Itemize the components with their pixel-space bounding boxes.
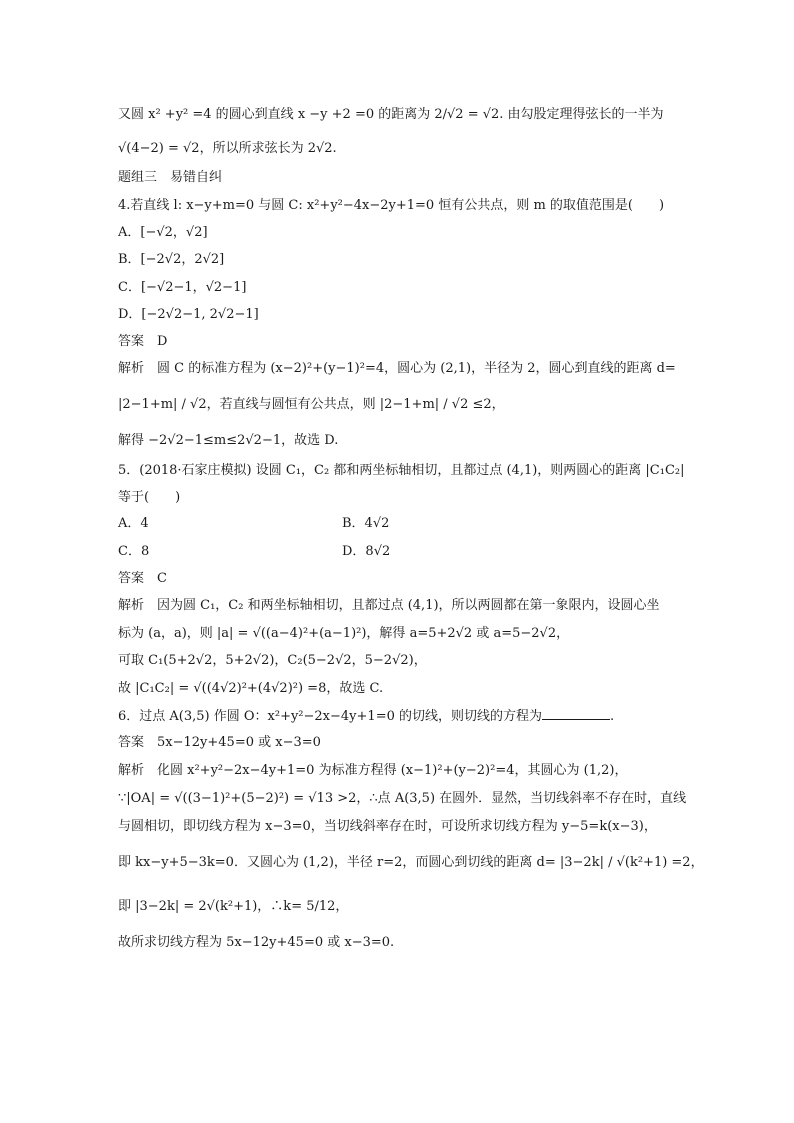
analysis-line: 解析 化圆 x²+y²−2x−4y+1=0 为标准方程得 (x−1)²+(y−2)²=4，其圆心为 (1,2)， <box>118 763 628 778</box>
text-line: √(4−2) = √2，所以所求弦长为 2√2. <box>118 141 337 156</box>
question-6-text: 6．过点 A(3,5) 作圆 O：x²+y²−2x−4y+1=0 的切线，则切线的方程为 <box>118 709 542 724</box>
option-c: C．[−√2−1，√2−1] <box>118 280 247 295</box>
answer-label: 答案 D <box>118 334 168 349</box>
option-b: B．[−2√2，2√2] <box>118 252 225 267</box>
answer-blank <box>542 707 610 720</box>
analysis-line: |2−1+m| / √2，若直线与圆恒有公共点，则 |2−1+m| / √2 ≤2， <box>118 397 505 412</box>
question-5: 5．(2018·石家庄模拟) 设圆 C₁，C₂ 都和两坐标轴相切，且都过点 (4,1)，则两圆心的距离 |C₁C₂| <box>118 463 685 478</box>
analysis-line: 可取 C₁(5+2√2，5+2√2)，C₂(5−2√2，5−2√2)， <box>118 653 427 668</box>
analysis-line: 解析 圆 C 的标准方程为 (x−2)²+(y−1)²=4，圆心为 (2,1)，半径为 2，圆心到直线的距离 d= <box>118 361 676 376</box>
question-4: 4.若直线 l: x−y+m=0 与圆 C: x²+y²−4x−2y+1=0 恒有公共点，则 m 的取值范围是( ) <box>118 198 665 213</box>
question-6 <box>118 707 614 726</box>
option-a: A．4 <box>118 516 149 531</box>
answer-label: 答案 5x−12y+45=0 或 x−3=0 <box>118 735 321 750</box>
option-b: B．4√2 <box>342 516 390 531</box>
analysis-line: 解析 因为圆 C₁，C₂ 和两坐标轴相切，且都过点 (4,1)，所以两圆都在第一象限内，设圆心坐 <box>118 598 660 613</box>
analysis-line: 即 |3−2k| = 2√(k²+1)，∴k= 5/12， <box>118 899 349 914</box>
option-d: D．[−2√2−1, 2√2−1] <box>118 307 259 322</box>
analysis-line: 与圆相切，即切线方程为 x−3=0，当切线斜率存在时，可设所求切线方程为 y−5=k(x−3)， <box>118 819 657 834</box>
analysis-line: 解得 −2√2−1≤m≤2√2−1，故选 D. <box>118 433 339 448</box>
section-heading: 题组三 易错自纠 <box>118 170 223 185</box>
analysis-line: 即 kx−y+5−3k=0．又圆心为 (1,2)，半径 r=2，而圆心到切线的距离 d= |3−2k| / √(k²+1) =2， <box>118 855 704 870</box>
option-a: A．[−√2，√2] <box>118 225 208 240</box>
analysis-line: ∵|OA| = √((3−1)²+(5−2)²) = √13 >2，∴点 A(3,5) 在圆外．显然，当切线斜率不存在时，直线 <box>118 791 687 806</box>
question-5-cont: 等于( ) <box>118 490 181 505</box>
option-d: D．8√2 <box>342 544 391 559</box>
answer-label: 答案 C <box>118 571 167 586</box>
analysis-line: 标为 (a，a)，则 |a| = √((a−4)²+(a−1)²)，解得 a=5+2√2 或 a=5−2√2， <box>118 626 570 641</box>
analysis-line: 故所求切线方程为 5x−12y+45=0 或 x−3=0. <box>118 935 395 950</box>
question-6-end: . <box>610 709 615 724</box>
option-c: C．8 <box>118 544 150 559</box>
text-line: 又圆 x² +y² =4 的圆心到直线 x −y +2 =0 的距离为 2/√2 = √2. 由勾股定理得弦长的一半为 <box>118 107 664 122</box>
analysis-line: 故 |C₁C₂| = √((4√2)²+(4√2)²) =8，故选 C. <box>118 681 384 696</box>
